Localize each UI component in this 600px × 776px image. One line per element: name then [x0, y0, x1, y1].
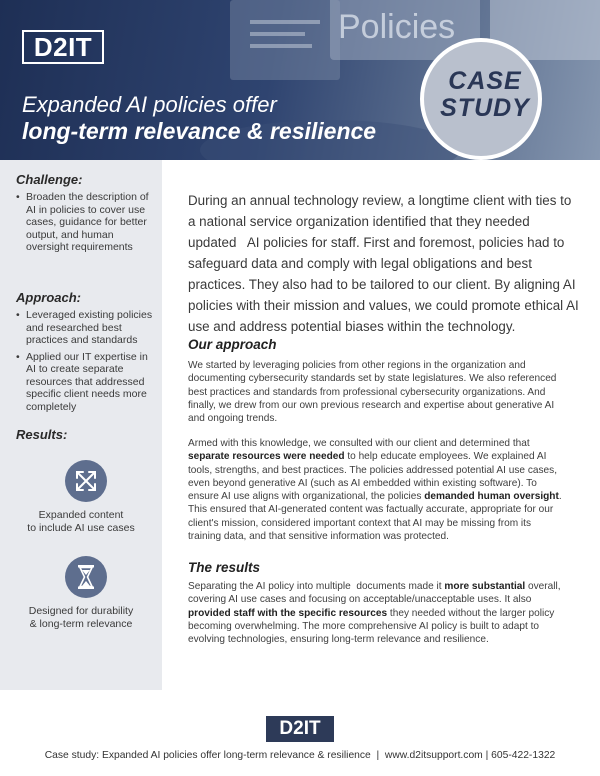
result-caption-durability: Designed for durability & long-term relevance — [28, 605, 134, 630]
page-title-line2: long-term relevance & resilience — [22, 118, 377, 144]
list-item: • Broaden the description of AI in policies to cover use cases, guidance for better output, and human oversight requirements — [16, 191, 149, 253]
footer-text: Case study: Expanded AI policies offer long-term relevance & resilience | www.d2itsupport.com | 605-422-1322 — [44, 750, 556, 761]
approach-paragraph-1: We started by leveraging policies from other regions in the organization and documenting cybersecurity standards set by state legislatures. We also referenced best practices and standards from professional cybersecurity organizations. And finally, we drew from our own previous research and expertise about generative AI and ongoing trends. — [188, 360, 557, 425]
list-item: • Leveraged existing policies and researched best practices and standards — [16, 309, 153, 346]
case-study-label — [420, 68, 550, 122]
expand-arrows-icon — [65, 460, 107, 502]
results-paragraph: Separating the AI policy into multiple documents made it more substantial overall, covering AI use cases and focusing on acceptable/unacceptable uses. It also provided staff with the specific resources they needed without the larger policy becoming overwhelming. The more comprehensive AI policy is built to adapt to evolving technologies, ensuring long-term relevance and resilience. — [188, 581, 561, 646]
challenge-list — [16, 191, 158, 258]
results-heading: Results: — [16, 427, 68, 442]
badge-line2: STUDY — [440, 94, 530, 122]
approach-section-heading: Our approach — [188, 337, 277, 352]
challenge-heading: Challenge: — [16, 172, 83, 187]
intro-paragraph: During an annual technology review, a longtime client with ties to a national service organization identified that they needed updated AI policies for staff. First and foremost, policies had to safeguard data and comply with legal obligations and best practices. They also had to be tailored to our client. By aligning AI policies with their mission and values, we could promote ethical AI use and address potential biases within the technology. — [188, 193, 579, 334]
approach-heading: Approach: — [16, 290, 81, 305]
badge-line1: CASE — [448, 67, 522, 95]
approach-paragraph-2: Armed with this knowledge, we consulted with our client and determined that separate resources were needed to help educate employees. We explained AI tools, strengths, and best practices. The policies addressed potential AI use cases, even beyond generative AI (such as AI embedded within existing software). To ensure AI use aligns with organizational, the policies demanded human oversight. This ensured that AI-generated content was factually accurate, appropriate for our client's mission, considered important context that AI may be missing from its training data, and that sensitive information was protected. — [188, 438, 562, 543]
photo-policies-text: Policies — [338, 8, 456, 46]
hourglass-icon — [65, 556, 107, 598]
list-item: • Applied our IT expertise in AI to create separate resources that addressed specific client needs more completely — [16, 350, 148, 413]
d2it-logo: D2IT — [22, 30, 104, 64]
approach-list — [16, 309, 158, 417]
page-title-line1: Expanded AI policies offer — [22, 92, 277, 117]
footer-logo: D2IT — [266, 716, 334, 742]
result-caption-expanded: Expanded content to include AI use cases — [27, 509, 135, 534]
header-banner — [0, 0, 600, 160]
sidebar — [0, 160, 162, 690]
results-section-heading: The results — [188, 560, 261, 575]
